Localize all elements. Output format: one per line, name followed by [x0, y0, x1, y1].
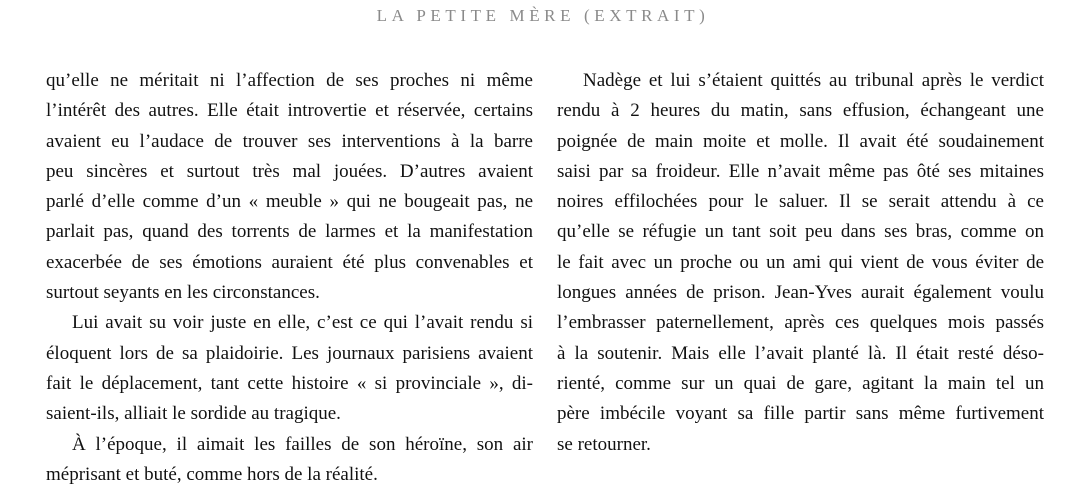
text-line: Nadège et lui s’étaient quittés au tribunal après le verdict	[583, 70, 1044, 91]
text-line: se retourner.	[557, 433, 651, 455]
text-line: avaient eu l’audace de trouver ses interventions à la barre	[46, 130, 533, 152]
text-line: père imbécile voyant sa fille partir sans même furtivement	[557, 403, 1044, 425]
text-line: le fait avec un proche ou un ami qui vient de vous éviter de	[557, 251, 1044, 273]
text-line: Lui avait su voir juste en elle, c’est ce qui l’avait rendu si	[72, 312, 533, 334]
text-line: longues années de prison. Jean-Yves aurait également voulu	[557, 282, 1044, 304]
text-line: surtout seyants en les circonstances.	[46, 282, 320, 304]
text-line: qu’elle se réfugie un tant soit peu dans ses bras, comme on	[557, 221, 1044, 243]
text-line: poignée de main moite et molle. Il avait été soudainement	[557, 130, 1044, 152]
text-line: à la soutenir. Mais elle l’avait planté là. Il était resté déso-	[557, 342, 1044, 364]
text-line: fait le déplacement, tant cette histoire « si provinciale », di-	[46, 372, 533, 394]
text-line: saisi par sa froideur. Elle n’avait même pas ôté ses mitaines	[557, 160, 1044, 182]
text-line: qu’elle ne méritait ni l’affection de ses proches ni même	[46, 70, 533, 91]
text-line: parlé d’elle comme d’un « meuble » qui ne bougeait pas, ne	[46, 191, 533, 213]
text-line: rendu à 2 heures du matin, sans effusion, échangeant une	[557, 100, 1044, 122]
text-line: peu sincères et surtout très mal jouées. D’autres avaient	[46, 160, 533, 182]
text-line: l’embrasser paternellement, après ces quelques mois passés	[557, 312, 1044, 334]
text-line: méprisant et buté, comme hors de la réalité.	[46, 463, 378, 485]
text-line: rienté, comme sur un quai de gare, agitant la main tel un	[557, 372, 1044, 394]
running-title: LA PETITE MÈRE (EXTRAIT)	[376, 6, 710, 25]
text-column-right	[557, 66, 1044, 460]
text-line: saient-ils, alliait le sordide au tragique.	[46, 403, 341, 425]
text-line: éloquent lors de sa plaidoirie. Les journaux parisiens avaient	[46, 342, 533, 364]
text-line: l’intérêt des autres. Elle était introvertie et réservée, certains	[46, 100, 533, 122]
text-column-left	[46, 66, 533, 490]
text-line: exacerbée de ses émotions auraient été plus convenables et	[46, 251, 533, 273]
text-line: noires effilochées pour le saluer. Il se serait attendu à ce	[557, 191, 1044, 213]
text-line: À l’époque, il aimait les failles de son héroïne, son air	[72, 433, 533, 455]
text-line: parlait pas, quand des torrents de larmes et la manifestation	[46, 221, 533, 243]
